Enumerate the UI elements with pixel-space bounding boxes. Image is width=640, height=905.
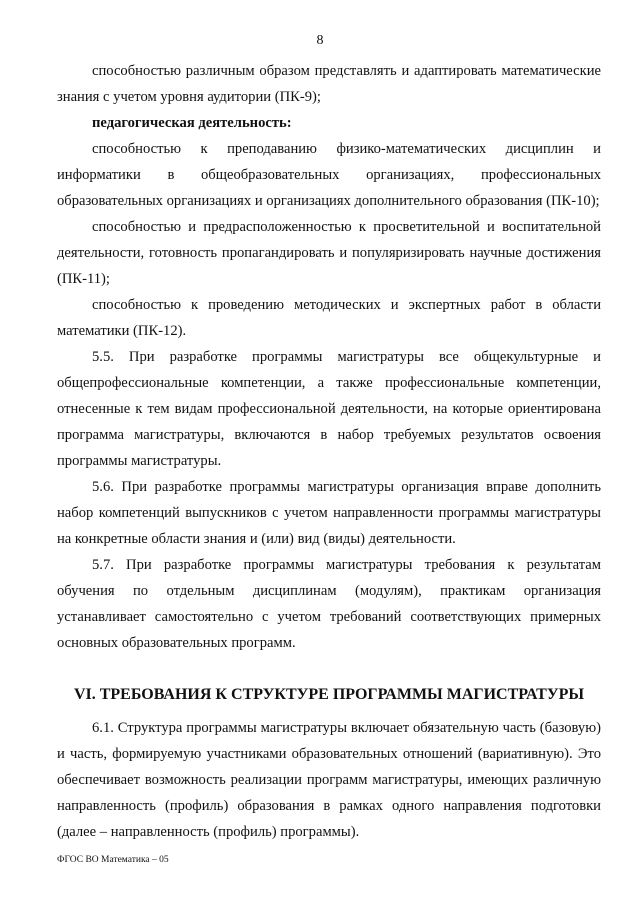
document-footer: ФГОС ВО Математика – 05 [57,855,169,865]
subheading-pedagogical-activity: педагогическая деятельность: [92,115,292,131]
paragraph-5-7: 5.7. При разработке программы магистратуры требования к результатам обучения по отдельным дисциплинам (модулям), практикам организация устанавливает самостоятельно с учетом требований соответствующих примерных основных образовательных программ. [57,557,601,651]
document-body [57,58,601,845]
paragraph-pk11: способностью и предрасположенностью к просветительной и воспитательной деятельности, готовность пропагандировать и популяризировать научные достижения (ПК-11); [57,219,601,287]
paragraph-pk9: способностью различным образом представлять и адаптировать математические знания с учетом уровня аудитории (ПК-9); [57,63,601,105]
paragraph-5-6: 5.6. При разработке программы магистратуры организация вправе дополнить набор компетенций выпускников с учетом направленности программы магистратуры на конкретные области знания и (или) вид (виды) деятельности. [57,479,601,547]
paragraph-pk12: способностью к проведению методических и экспертных работ в области математики (ПК-12). [57,297,601,339]
paragraph-pk10: способностью к преподаванию физико-математических дисциплин и информатики в общеобразовательных организациях, профессиональных образовательных организациях и организациях дополнительного образования (ПК-10); [57,141,601,209]
section-title: VI. ТРЕБОВАНИЯ К СТРУКТУРЕ ПРОГРАММЫ МАГИСТРАТУРЫ [73,686,585,703]
paragraph-6-1: 6.1. Структура программы магистратуры включает обязательную часть (базовую) и часть, формируемую участниками образовательных отношений (вариативную). Это обеспечивает возможность реализации программ магистратуры, имеющих различную направленность (профиль) образования в рамках одного направления подготовки (далее – направленность (профиль) программы). [57,720,601,840]
paragraph-5-5: 5.5. При разработке программы магистратуры все общекультурные и общепрофессиональные компетенции, а также профессиональные компетенции, отнесенные к тем видам профессиональной деятельности, на которые ориентирована программа магистратуры, включаются в набор требуемых результатов освоения программы магистратуры. [57,349,601,469]
page-number: 8 [316,33,324,48]
